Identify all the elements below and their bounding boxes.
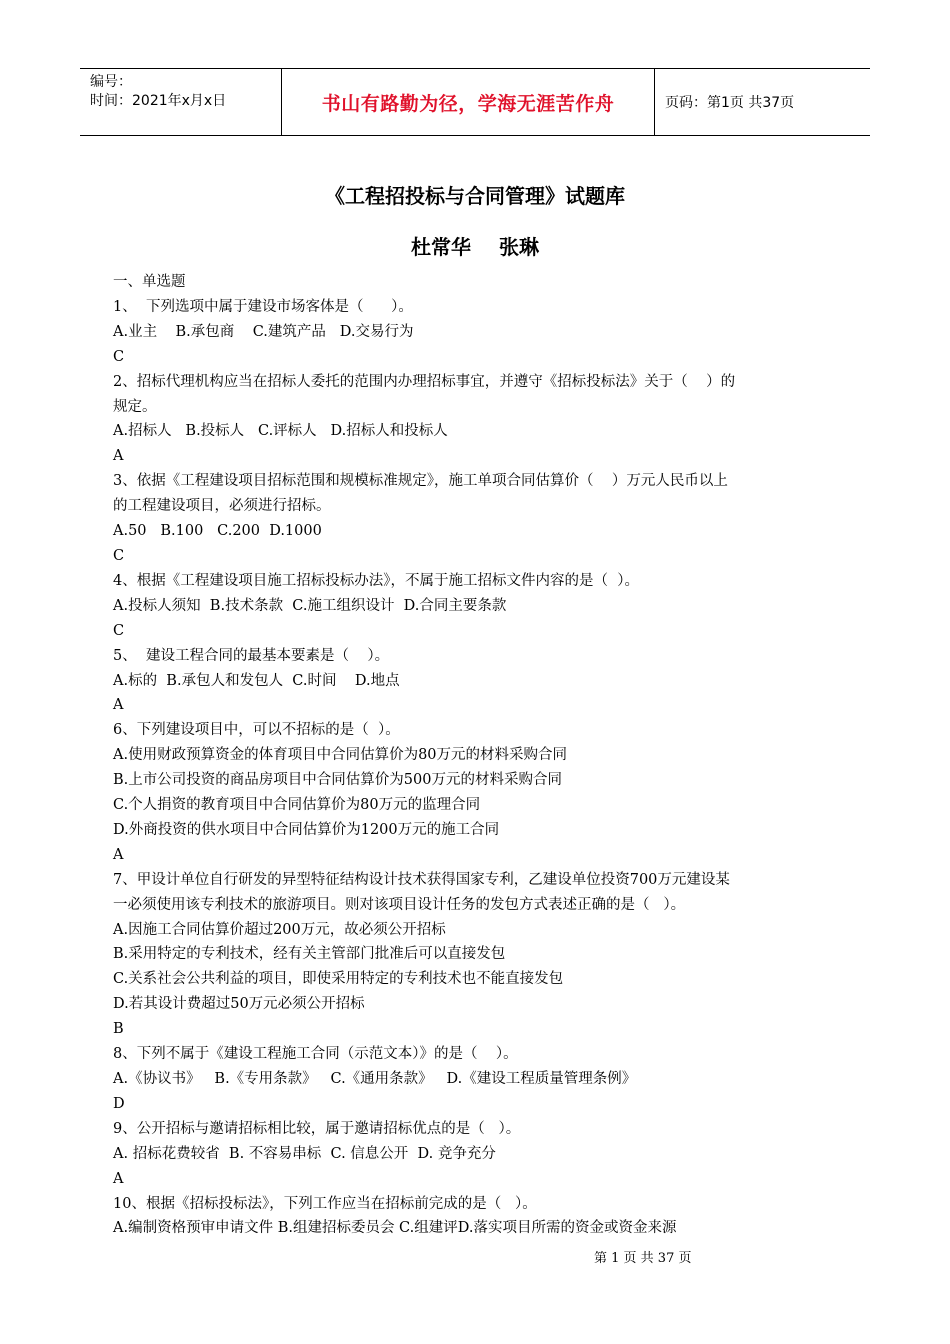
text-line: C.个人捐资的教育项目中合同估算价为80万元的监理合同 xyxy=(113,797,481,814)
text-line: A.标的 B.承包人和发包人 C.时间 D.地点 xyxy=(113,672,400,689)
text-line: 3、依据《工程建设项目招标范围和规模标准规定》，施工单项合同估算价（ ）万元人民币以上 xyxy=(113,473,728,490)
text-line: A.投标人须知 B.技术条款 C.施工组织设计 D.合同主要条款 xyxy=(113,597,507,614)
text-line: 10、根据《招标投标法》，下列工作应当在招标前完成的是（ ）。 xyxy=(113,1195,537,1212)
page-label: 页码：第1页 共37页 xyxy=(665,95,795,111)
text-line: C xyxy=(113,547,125,564)
text-line: 规定。 xyxy=(113,398,157,415)
text-line: A xyxy=(113,448,124,465)
author-name: 杜常华 xyxy=(411,235,471,259)
motto: 书山有路勤为径，学海无涯苦作舟 xyxy=(282,69,655,135)
text-line: D.外商投资的供水项目中合同估算价为1200万元的施工合同 xyxy=(113,821,500,838)
text-line: A.编制资格预审申请文件 B.组建招标委员会 C.组建评D.落实项目所需的资金或资金来源 xyxy=(113,1220,677,1237)
number-label: 编号： xyxy=(90,74,132,90)
text-line: A.《协议书》 B.《专用条款》 C.《通用条款》 D.《建设工程质量管理条例》 xyxy=(113,1071,637,1087)
text-line: C.关系社会公共利益的项目，即使采用特定的专利技术也不能直接发包 xyxy=(113,971,564,988)
text-line: 1、 下列选项中属于建设市场客体是（ ）。 xyxy=(113,298,413,315)
text-line: 8、下列不属于《建设工程施工合同（示范文本）》的是（ ）。 xyxy=(113,1046,518,1063)
authors xyxy=(0,231,950,260)
text-line: B.上市公司投资的商品房项目中合同估算价为500万元的材料采购合同 xyxy=(113,772,562,789)
text-line: 一、单选题 xyxy=(113,274,186,290)
text-line: 9、公开招标与邀请招标相比较，属于邀请招标优点的是（ ）。 xyxy=(113,1120,521,1137)
text-line: A.招标人 B.投标人 C.评标人 D.招标人和投标人 xyxy=(113,423,448,440)
text-line: 2、招标代理机构应当在招标人委托的范围内办理招标事宜，并遵守《招标投标法》关于（ ）的 xyxy=(113,373,736,390)
text-line: 7、甲设计单位自行研发的异型特征结构设计技术获得国家专利，乙建设单位投资700万元建设某 xyxy=(113,871,730,888)
page-footer: 第 1 页 共 37 页 xyxy=(594,1251,692,1266)
text-line: 6、下列建设项目中，可以不招标的是（ ）。 xyxy=(113,722,400,739)
header-table xyxy=(80,68,870,136)
text-line: A xyxy=(113,846,124,863)
text-line: A.业主 B.承包商 C.建筑产品 D.交易行为 xyxy=(113,323,414,340)
text-line: D.若其设计费超过50万元必须公开招标 xyxy=(113,996,365,1013)
header-meta xyxy=(80,69,282,135)
text-line: 4、根据《工程建设项目施工招标投标办法》，不属于施工招标文件内容的是（ ）。 xyxy=(113,572,639,589)
text-line: C xyxy=(113,348,125,365)
text-line: A.使用财政预算资金的体育项目中合同估算价为80万元的材料采购合同 xyxy=(113,747,568,764)
text-line: 一必须使用该专利技术的旅游项目。则对该项目设计任务的发包方式表述正确的是（ ）。 xyxy=(113,896,686,913)
text-line: B.采用特定的专利技术，经有关主管部门批准后可以直接发包 xyxy=(113,946,506,963)
text-line: C xyxy=(113,622,125,639)
document-title: 《工程招投标与合同管理》试题库 xyxy=(325,184,625,208)
text-line: 5、 建设工程合同的最基本要素是（ ）。 xyxy=(113,647,390,664)
text-line: 的工程建设项目，必须进行招标。 xyxy=(113,498,331,515)
date-label: 时间：2021年x月x日 xyxy=(90,93,227,109)
text-line: D xyxy=(113,1095,125,1112)
author-name: 张琳 xyxy=(499,235,539,259)
question-body xyxy=(113,270,843,1241)
text-line: A.因施工合同估算价超过200万元，故必须公开招标 xyxy=(113,921,446,938)
text-line: B xyxy=(113,1021,124,1038)
text-line: A.50 B.100 C.200 D.1000 xyxy=(113,523,322,540)
text-line: A xyxy=(113,697,124,714)
text-line: A. 招标花费较省 B. 不容易串标 C. 信息公开 D. 竞争充分 xyxy=(113,1145,496,1162)
text-line: A xyxy=(113,1170,124,1187)
